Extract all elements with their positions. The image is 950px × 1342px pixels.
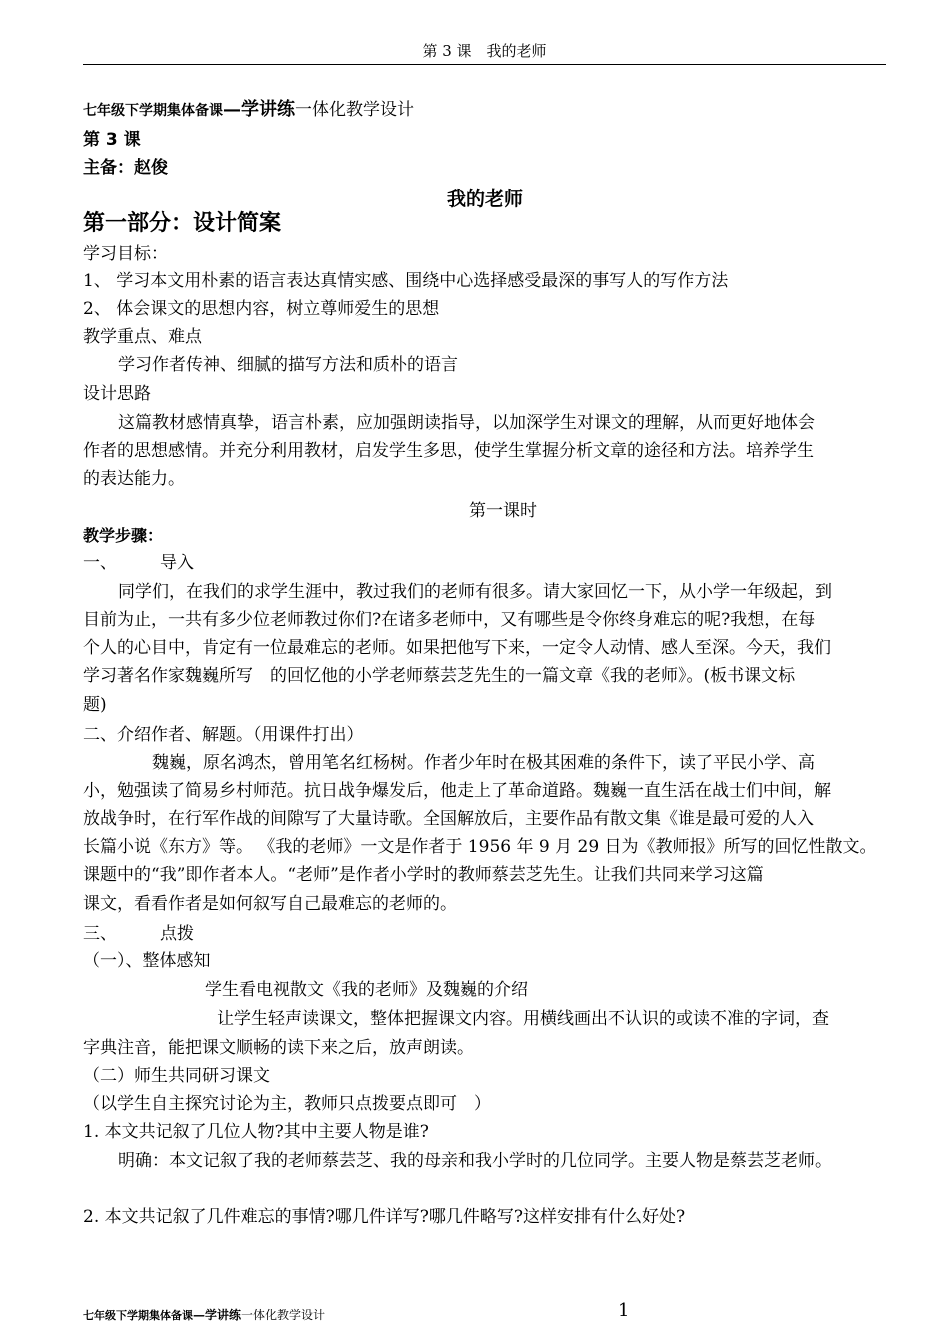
series-big: —学讲练 — [223, 99, 295, 120]
idea-line-3: 的表达能力。 — [83, 469, 185, 489]
steps-label: 教学步骤： — [83, 526, 164, 545]
step-1-line-4: 学习著名作家魏巍所写 的回忆他的小学老师蔡芸芝先生的一篇文章《我的老师》。(板书课文标 — [83, 666, 796, 686]
step-1-line-5: 题) — [83, 695, 107, 715]
step-3-number: 三、 — [83, 924, 117, 944]
subsection-2-note: （以学生自主探究讨论为主，教师只点拨要点即可 ） — [83, 1094, 491, 1114]
subsection-1-heading: （一）、整体感知 — [83, 951, 211, 971]
idea-line-2: 作者的思想感情。并充分利用教材，启发学生多思，使学生掌握分析文章的途径和方法。培养学生 — [83, 441, 814, 461]
step-2-heading: 二、介绍作者、解题。（用课件打出） — [83, 725, 364, 745]
subsection-1-line-1: 学生看电视散文《我的老师》及魏巍的介绍 — [205, 980, 528, 1000]
part-heading: 第一部分：设计简案 — [83, 211, 282, 236]
header-divider — [83, 64, 886, 65]
focus-text: 学习作者传神、细腻的描写方法和质朴的语言 — [118, 355, 458, 375]
step-2-line-4: 长篇小说《东方》等。 《我的老师》一文是作者于 1956 年 9 月 29 日为《教师报》所写的回忆性散文。 — [83, 837, 877, 857]
step-2-line-6: 课文，看看作者是如何叙写自己最难忘的老师的。 — [83, 894, 457, 914]
idea-label: 设计思路 — [83, 384, 151, 404]
focus-label: 教学重点、难点 — [83, 327, 202, 347]
page-number: 1 — [618, 1300, 630, 1321]
idea-line-1: 这篇教材感情真挚，语言朴素，应加强朗读指导，以加深学生对课文的理解，从而更好地体会 — [118, 413, 815, 433]
footer-series — [83, 1306, 325, 1323]
step-1-number: 一、 — [83, 553, 117, 573]
step-2-line-5: 课题中的“我”即作者本人。“老师”是作者小学时的教师蔡芸芝先生。让我们共同来学习这篇 — [83, 865, 764, 885]
question-1: 1. 本文共记叙了几位人物?其中主要人物是谁? — [83, 1122, 429, 1142]
goal-2: 2、 体会课文的思想内容，树立尊师爱生的思想 — [83, 299, 440, 319]
step-2-line-2: 小，勉强读了简易乡村师范。抗日战争爆发后，他走上了革命道路。魏巍一直生活在战士们中间，解 — [83, 781, 831, 801]
step-3-heading: 点拨 — [160, 924, 194, 944]
footer-series-small: 七年级下学期集体备课 — [83, 1309, 193, 1322]
question-2: 2. 本文共记叙了几件难忘的事情?哪几件详写?哪几件略写?这样安排有什么好处? — [83, 1207, 686, 1227]
series-small: 七年级下学期集体备课 — [83, 103, 223, 119]
series-rest: 一体化教学设计 — [295, 100, 414, 120]
step-1-heading: 导入 — [160, 553, 194, 573]
series-line — [83, 98, 414, 123]
subsection-1-line-3: 字典注音，能把课文顺畅的读下来之后，放声朗读。 — [83, 1038, 474, 1058]
running-header: 第 3 课 我的老师 — [422, 42, 547, 60]
step-1-line-3: 个人的心目中，肯定有一位最难忘的老师。如果把他写下来，一定令人动情、感人至深。今天，我们 — [83, 638, 831, 658]
footer-series-big: —学讲练 — [193, 1308, 242, 1322]
page-title: 我的老师 — [446, 188, 523, 210]
lead-author: 主备：赵俊 — [83, 158, 168, 178]
step-1-line-1: 同学们，在我们的求学生涯中，教过我们的老师有很多。请大家回忆一下，从小学一年级起，到 — [118, 582, 832, 602]
goals-label: 学习目标： — [83, 244, 168, 264]
step-2-line-3: 放战争时，在行军作战的间隙写了大量诗歌。全国解放后，主要作品有散文集《谁是最可爱的人入 — [83, 809, 814, 829]
footer-series-rest: 一体化教学设计 — [241, 1308, 326, 1322]
step-1-line-2: 目前为止，一共有多少位老师教过你们?在诸多老师中，又有哪些是令你终身难忘的呢?我想，在每 — [83, 610, 816, 630]
step-2-line-1: 魏巍，原名鸿杰，曾用笔名红杨树。作者少年时在极其困难的条件下，读了平民小学、高 — [152, 753, 815, 773]
goal-1: 1、 学习本文用朴素的语言表达真情实感、围绕中心选择感受最深的事写人的写作方法 — [83, 271, 729, 291]
subsection-2-heading: （二）师生共同研习课文 — [83, 1066, 270, 1086]
answer-1: 明确：本文记叙了我的老师蔡芸芝、我的母亲和我小学时的几位同学。主要人物是蔡芸芝老师。 — [118, 1151, 832, 1171]
session-heading: 第一课时 — [469, 501, 537, 521]
subsection-1-line-2: 让学生轻声读课文，整体把握课文内容。用横线画出不认识的或读不准的字词，查 — [217, 1009, 829, 1029]
lesson-number: 第 3 课 — [83, 130, 141, 150]
